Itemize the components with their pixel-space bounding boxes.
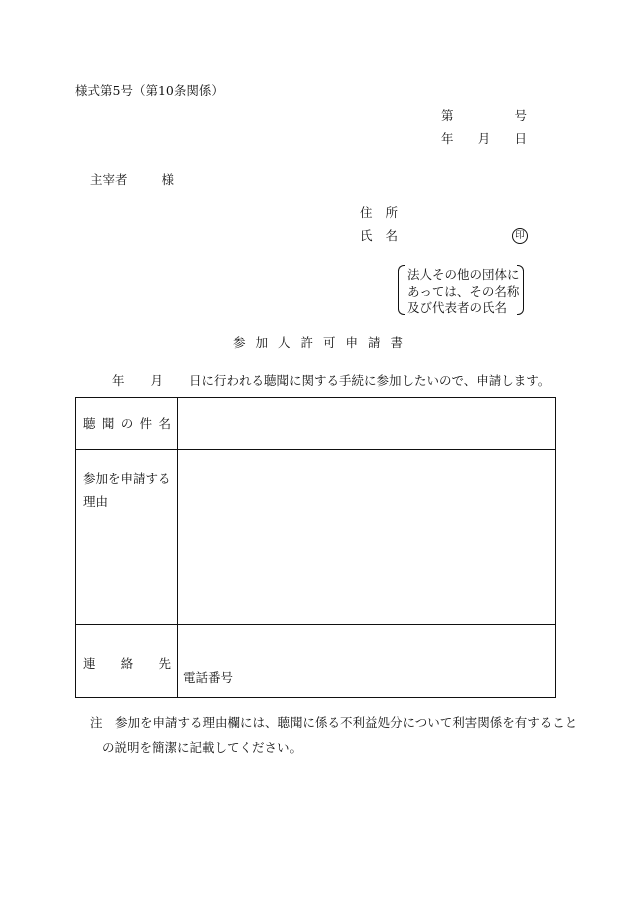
participation-reason-label: 参加を申請する理由 [83,471,171,509]
table-row-divider [76,624,555,625]
addressee-honorific: 様 [161,172,175,187]
document-title: 参加人許可申請書 [233,335,414,350]
seal-icon: 印 [512,228,528,244]
number-prefix: 第 [441,108,454,123]
table-row-divider [76,449,555,450]
statement-text: 日に行われる聴聞に関する手続に参加したいので、申請します。 [189,373,551,388]
left-bracket [398,265,405,315]
footnote-line-2: の説明を簡潔に記載してください。 [102,740,303,755]
statement-year: 年 [112,373,125,388]
addressee [90,174,174,187]
date-month: 月 [477,131,491,146]
document-date [441,133,527,146]
hearing-subject-label: 聴 聞 の 件 名 [83,416,171,431]
applicant-name-label: 氏 名 [360,228,398,243]
phone-number-label: 電話番号 [183,670,234,685]
form-number-label: 様式第5号（第10条関係） [75,83,224,98]
contact-label: 連 絡 先 [83,656,171,671]
addressee-name: 主宰者 [90,172,128,187]
number-suffix: 号 [514,108,527,123]
statement-month: 月 [150,373,164,388]
organization-note-text: 法人その他の団体に あっては、その名称 及び代表者の氏名 [407,267,520,315]
date-day: 日 [514,131,527,146]
date-year: 年 [441,131,454,146]
footnote-line-1: 注 参加を申請する理由欄には、聴聞に係る不利益処分について利害関係を有すること [90,715,578,730]
application-statement [112,375,550,388]
document-number [441,110,527,123]
application-table [75,397,556,698]
applicant-address-label: 住 所 [360,205,398,220]
organization-note [398,265,524,315]
table-column-divider [177,398,178,697]
footnote [90,710,577,760]
